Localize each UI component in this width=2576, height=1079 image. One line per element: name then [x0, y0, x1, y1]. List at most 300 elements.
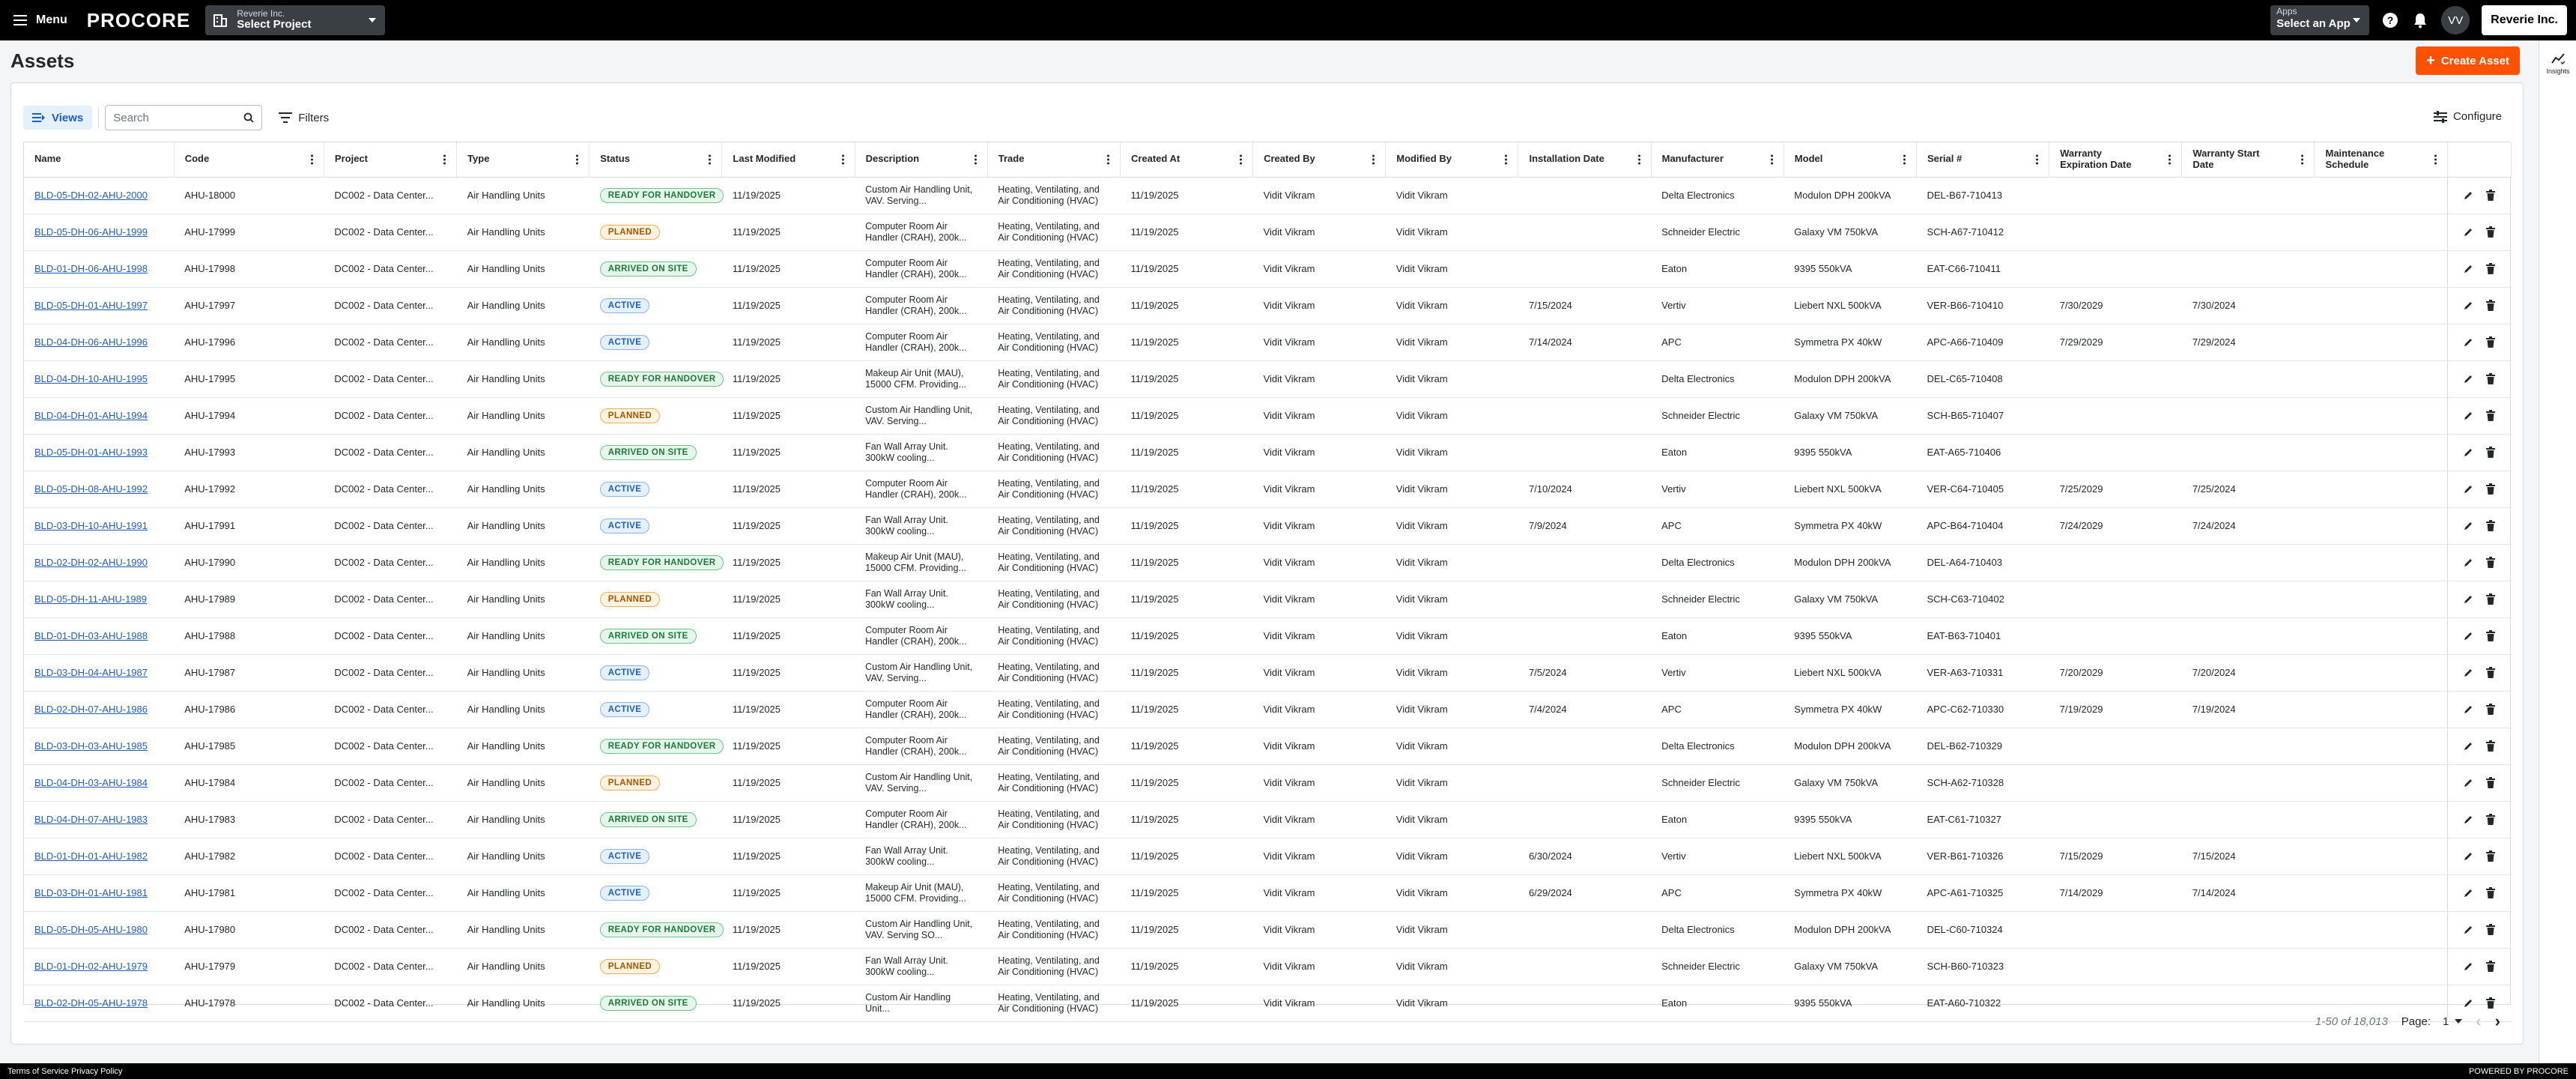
- cell-created-by: Vidit Vikram: [1253, 507, 1386, 544]
- pagination: [2315, 1009, 2500, 1033]
- table-row[interactable]: [24, 397, 2512, 434]
- cell-name: [24, 360, 174, 397]
- cell-code: AHU-17988: [174, 617, 324, 654]
- asset-name-link[interactable]: BLD-05-DH-02-AHU-2000: [34, 190, 148, 201]
- cell-manufacturer: Eaton: [1651, 617, 1783, 654]
- delete-trash-icon[interactable]: [2485, 777, 2496, 788]
- column-menu-icon[interactable]: [2036, 154, 2038, 164]
- cell-manufacturer: Eaton: [1651, 985, 1783, 1021]
- cell-created-by: Vidit Vikram: [1253, 397, 1386, 434]
- cell-name: [24, 654, 174, 691]
- cell-code: AHU-17982: [174, 838, 324, 874]
- edit-pencil-icon[interactable]: [2463, 300, 2473, 311]
- row-actions: [2447, 874, 2511, 911]
- delete-trash-icon[interactable]: [2485, 593, 2496, 605]
- cell-created-at: 11/19/2025: [1120, 654, 1252, 691]
- delete-trash-icon[interactable]: [2485, 373, 2496, 384]
- cell-project: DC002 - Data Center...: [324, 581, 456, 617]
- actions-column-header: [2447, 142, 2511, 177]
- cell-maint: [2315, 911, 2447, 948]
- cell-created-at: 11/19/2025: [1120, 617, 1252, 654]
- edit-pencil-icon[interactable]: [2463, 264, 2473, 274]
- cell-last-modified: 11/19/2025: [722, 948, 855, 985]
- cell-description: [855, 764, 987, 801]
- table-row[interactable]: [24, 434, 2512, 471]
- asset-name-link[interactable]: BLD-05-DH-05-AHU-1980: [34, 924, 148, 935]
- table-row[interactable]: [24, 764, 2512, 801]
- column-header[interactable]: [24, 142, 174, 177]
- create-asset-label: Create Asset: [2440, 54, 2509, 67]
- create-asset-button[interactable]: [2416, 46, 2520, 75]
- column-menu-icon[interactable]: [1505, 154, 1507, 164]
- cell-project: DC002 - Data Center...: [324, 617, 456, 654]
- cell-warranty-start: 7/24/2024: [2182, 507, 2315, 544]
- cell-status: [590, 324, 722, 360]
- cell-model: 9395 550kVA: [1783, 617, 1916, 654]
- column-header[interactable]: [855, 142, 987, 177]
- chevron-down-icon: [2353, 18, 2360, 22]
- cell-name: [24, 801, 174, 838]
- column-header[interactable]: [2182, 142, 2315, 177]
- edit-pencil-icon[interactable]: [2463, 227, 2473, 238]
- table-row[interactable]: [24, 581, 2512, 617]
- assets-card: [10, 82, 2524, 1045]
- table-row[interactable]: [24, 838, 2512, 874]
- asset-name-link[interactable]: BLD-03-DH-03-AHU-1985: [34, 740, 148, 752]
- search-icon: [243, 112, 254, 123]
- asset-name-link[interactable]: BLD-03-DH-10-AHU-1991: [34, 520, 148, 531]
- cell-manufacturer: Schneider Electric: [1651, 581, 1783, 617]
- row-actions: [2447, 250, 2511, 287]
- cell-maint: [2315, 948, 2447, 985]
- table-row[interactable]: [24, 177, 2512, 214]
- column-menu-icon[interactable]: [443, 154, 446, 164]
- asset-name-link[interactable]: BLD-03-DH-01-AHU-1981: [34, 887, 148, 898]
- cell-warranty-exp: [2049, 360, 2182, 397]
- column-header[interactable]: [174, 142, 324, 177]
- edit-pencil-icon[interactable]: [2463, 741, 2473, 752]
- cell-description: [855, 838, 987, 874]
- table-row[interactable]: [24, 471, 2512, 507]
- table-header-row: [24, 142, 2512, 177]
- edit-pencil-icon[interactable]: [2463, 374, 2473, 384]
- edit-pencil-icon[interactable]: [2463, 337, 2473, 348]
- delete-trash-icon[interactable]: [2485, 520, 2496, 531]
- row-actions: [2447, 764, 2511, 801]
- cell-status: [590, 507, 722, 544]
- next-page-button[interactable]: ›: [2494, 1012, 2500, 1030]
- cell-description: [855, 471, 987, 507]
- column-header[interactable]: [1120, 142, 1252, 177]
- row-actions: [2447, 544, 2511, 581]
- column-menu-icon[interactable]: [311, 154, 313, 164]
- cell-description: [855, 360, 987, 397]
- table-row[interactable]: [24, 948, 2512, 985]
- notifications-bell-icon[interactable]: [2411, 11, 2429, 29]
- cell-manufacturer: Eaton: [1651, 250, 1783, 287]
- column-menu-icon[interactable]: [709, 154, 711, 164]
- column-menu-icon[interactable]: [842, 154, 844, 164]
- column-header[interactable]: [1916, 142, 2049, 177]
- column-header[interactable]: [590, 142, 722, 177]
- asset-name-link[interactable]: BLD-05-DH-01-AHU-1993: [34, 447, 148, 458]
- cell-name: [24, 177, 174, 214]
- table-row[interactable]: [24, 691, 2512, 728]
- cell-maint: [2315, 691, 2447, 728]
- asset-name-link[interactable]: BLD-02-DH-07-AHU-1986: [34, 704, 148, 715]
- asset-name-link[interactable]: BLD-03-DH-04-AHU-1987: [34, 667, 148, 678]
- asset-name-link[interactable]: BLD-04-DH-10-AHU-1995: [34, 373, 148, 384]
- cell-created-at: 11/19/2025: [1120, 874, 1252, 911]
- cell-warranty-exp: 7/19/2029: [2049, 691, 2182, 728]
- cell-trade: [987, 838, 1120, 874]
- cell-manufacturer: Vertiv: [1651, 654, 1783, 691]
- table-row[interactable]: [24, 874, 2512, 911]
- edit-pencil-icon[interactable]: [2463, 704, 2473, 715]
- cell-warranty-start: [2182, 801, 2315, 838]
- cell-last-modified: 11/19/2025: [722, 397, 855, 434]
- cell-type: Air Handling Units: [457, 581, 590, 617]
- cell-created-by: Vidit Vikram: [1253, 287, 1386, 324]
- column-header[interactable]: [722, 142, 855, 177]
- delete-trash-icon[interactable]: [2485, 483, 2496, 495]
- row-actions: [2447, 948, 2511, 985]
- column-header[interactable]: [1651, 142, 1783, 177]
- cell-type: Air Handling Units: [457, 838, 590, 874]
- column-header[interactable]: [987, 142, 1120, 177]
- cell-text: Fan Wall Array Unit. 300kW cooling...: [865, 587, 948, 610]
- cell-modified-by: Vidit Vikram: [1386, 838, 1518, 874]
- asset-name-link[interactable]: BLD-01-DH-02-AHU-1979: [34, 961, 148, 972]
- column-menu-icon[interactable]: [1638, 154, 1640, 164]
- cell-modified-by: Vidit Vikram: [1386, 728, 1518, 764]
- delete-trash-icon[interactable]: [2485, 447, 2496, 458]
- cell-warranty-start: [2182, 250, 2315, 287]
- table-row[interactable]: [24, 287, 2512, 324]
- cell-install-date: [1518, 397, 1651, 434]
- asset-name-link[interactable]: BLD-05-DH-01-AHU-1997: [34, 300, 148, 311]
- asset-name-link[interactable]: BLD-01-DH-01-AHU-1982: [34, 850, 148, 862]
- cell-project: DC002 - Data Center...: [324, 214, 456, 250]
- app-picker-sub: Apps: [2276, 6, 2297, 16]
- previous-page-button[interactable]: ‹: [2476, 1012, 2482, 1030]
- edit-pencil-icon[interactable]: [2463, 447, 2473, 458]
- cell-trade: [987, 985, 1120, 1021]
- configure-button[interactable]: [2434, 110, 2502, 123]
- column-menu-icon[interactable]: [2169, 154, 2171, 164]
- procore-logo[interactable]: PROCORE: [86, 8, 191, 31]
- table-row[interactable]: [24, 250, 2512, 287]
- column-header[interactable]: [1386, 142, 1518, 177]
- asset-name-link[interactable]: BLD-02-DH-05-AHU-1978: [34, 997, 148, 1009]
- delete-trash-icon[interactable]: [2485, 226, 2496, 238]
- powered-by-procore: POWERED BY PROCORE: [2468, 1066, 2569, 1076]
- cell-type: Air Handling Units: [457, 250, 590, 287]
- cell-serial: EAT-C66-710411: [1916, 250, 2049, 287]
- cell-text: Heating, Ventilating, and Air Conditioning (HVAC): [998, 918, 1100, 940]
- cell-modified-by: Vidit Vikram: [1386, 764, 1518, 801]
- cell-modified-by: Vidit Vikram: [1386, 287, 1518, 324]
- cell-manufacturer: APC: [1651, 507, 1783, 544]
- column-menu-icon[interactable]: [975, 154, 977, 164]
- cell-warranty-start: [2182, 544, 2315, 581]
- cell-type: Air Handling Units: [457, 471, 590, 507]
- delete-trash-icon[interactable]: [2485, 997, 2496, 1009]
- cell-modified-by: Vidit Vikram: [1386, 250, 1518, 287]
- cell-text: Computer Room Air Handler (CRAH), 200k...: [865, 294, 967, 316]
- delete-trash-icon[interactable]: [2485, 704, 2496, 715]
- cell-name: [24, 544, 174, 581]
- cell-modified-by: Vidit Vikram: [1386, 948, 1518, 985]
- page-selector[interactable]: [2401, 1015, 2463, 1028]
- company-switcher-button[interactable]: Reverie Inc.: [2482, 5, 2567, 35]
- cell-status: [590, 728, 722, 764]
- cell-manufacturer: Delta Electronics: [1651, 728, 1783, 764]
- footer-links[interactable]: Terms of Service Privacy Policy: [7, 1066, 123, 1076]
- cell-project: DC002 - Data Center...: [324, 471, 456, 507]
- column-header[interactable]: [324, 142, 456, 177]
- cell-serial: DEL-B67-710413: [1916, 177, 2049, 214]
- menu-button[interactable]: [13, 13, 67, 27]
- cell-maint: [2315, 324, 2447, 360]
- cell-text: Heating, Ventilating, and Air Conditioning (HVAC): [998, 661, 1100, 683]
- delete-trash-icon[interactable]: [2485, 410, 2496, 421]
- edit-pencil-icon[interactable]: [2463, 851, 2473, 862]
- cell-last-modified: 11/19/2025: [722, 250, 855, 287]
- cell-modified-by: Vidit Vikram: [1386, 434, 1518, 471]
- cell-maint: [2315, 507, 2447, 544]
- status-badge: ARRIVED ON SITE: [600, 262, 697, 276]
- cell-text: Heating, Ventilating, and Air Conditioning (HVAC): [998, 330, 1100, 353]
- delete-trash-icon[interactable]: [2485, 850, 2496, 862]
- table-row[interactable]: [24, 654, 2512, 691]
- edit-pencil-icon[interactable]: [2463, 778, 2473, 788]
- edit-pencil-icon[interactable]: [2463, 668, 2473, 678]
- cell-name: [24, 324, 174, 360]
- edit-pencil-icon[interactable]: [2463, 961, 2473, 972]
- delete-trash-icon[interactable]: [2485, 667, 2496, 678]
- cell-serial: EAT-C61-710327: [1916, 801, 2049, 838]
- row-actions: [2447, 287, 2511, 324]
- delete-trash-icon[interactable]: [2485, 814, 2496, 825]
- table-row[interactable]: [24, 507, 2512, 544]
- cell-last-modified: 11/19/2025: [722, 581, 855, 617]
- delete-trash-icon[interactable]: [2485, 190, 2496, 201]
- column-header[interactable]: [1783, 142, 1916, 177]
- insights-side-panel: [2539, 40, 2576, 1063]
- cell-text: Makeup Air Unit (MAU), 15000 CFM. Providing...: [865, 881, 966, 904]
- cell-modified-by: Vidit Vikram: [1386, 324, 1518, 360]
- cell-description: [855, 214, 987, 250]
- asset-name-link[interactable]: BLD-04-DH-03-AHU-1984: [34, 777, 148, 788]
- cell-created-by: Vidit Vikram: [1253, 654, 1386, 691]
- table-row[interactable]: [24, 214, 2512, 250]
- asset-name-link[interactable]: BLD-04-DH-06-AHU-1996: [34, 336, 148, 348]
- table-row[interactable]: [24, 911, 2512, 948]
- cell-description: [855, 728, 987, 764]
- delete-trash-icon[interactable]: [2485, 961, 2496, 972]
- column-header[interactable]: [457, 142, 590, 177]
- cell-model: 9395 550kVA: [1783, 250, 1916, 287]
- cell-text: Computer Room Air Handler (CRAH), 200k...: [865, 698, 967, 720]
- cell-warranty-start: [2182, 728, 2315, 764]
- cell-model: 9395 550kVA: [1783, 801, 1916, 838]
- table-row[interactable]: [24, 728, 2512, 764]
- views-label: Views: [52, 111, 84, 124]
- status-badge: ARRIVED ON SITE: [600, 812, 697, 827]
- cell-serial: EAT-B63-710401: [1916, 617, 2049, 654]
- asset-name-link[interactable]: BLD-01-DH-06-AHU-1998: [34, 263, 148, 274]
- table-body: [24, 177, 2512, 1021]
- cell-model: 9395 550kVA: [1783, 985, 1916, 1021]
- cell-name: [24, 838, 174, 874]
- column-menu-icon[interactable]: [576, 154, 578, 164]
- column-header-label: Type: [467, 153, 490, 165]
- cell-install-date: [1518, 728, 1651, 764]
- cell-install-date: [1518, 177, 1651, 214]
- top-navigation-bar: [0, 0, 2576, 40]
- cell-serial: VER-A63-710331: [1916, 654, 2049, 691]
- cell-created-at: 11/19/2025: [1120, 764, 1252, 801]
- status-badge: READY FOR HANDOVER: [600, 922, 724, 937]
- cell-warranty-exp: 7/30/2029: [2049, 287, 2182, 324]
- cell-created-by: Vidit Vikram: [1253, 214, 1386, 250]
- cell-type: Air Handling Units: [457, 214, 590, 250]
- cell-text: Heating, Ventilating, and Air Conditioning (HVAC): [998, 477, 1100, 500]
- cell-code: AHU-17999: [174, 214, 324, 250]
- cell-last-modified: 11/19/2025: [722, 691, 855, 728]
- column-menu-icon[interactable]: [2434, 154, 2437, 164]
- cell-created-by: Vidit Vikram: [1253, 911, 1386, 948]
- delete-trash-icon[interactable]: [2485, 740, 2496, 752]
- column-header[interactable]: [2049, 142, 2182, 177]
- cell-project: DC002 - Data Center...: [324, 764, 456, 801]
- table-row[interactable]: [24, 544, 2512, 581]
- cell-warranty-exp: [2049, 397, 2182, 434]
- cell-description: [855, 617, 987, 654]
- edit-pencil-icon[interactable]: [2463, 998, 2473, 1009]
- edit-pencil-icon[interactable]: [2463, 484, 2473, 495]
- filters-button[interactable]: [279, 112, 329, 124]
- cell-last-modified: 11/19/2025: [722, 617, 855, 654]
- cell-text: Heating, Ventilating, and Air Conditioning (HVAC): [998, 844, 1100, 867]
- column-menu-icon[interactable]: [1107, 154, 1109, 164]
- cell-warranty-start: 7/14/2024: [2182, 874, 2315, 911]
- edit-pencil-icon[interactable]: [2463, 594, 2473, 605]
- cell-name: [24, 287, 174, 324]
- cell-warranty-start: 7/25/2024: [2182, 471, 2315, 507]
- edit-pencil-icon[interactable]: [2463, 190, 2473, 201]
- table-row[interactable]: [24, 985, 2512, 1021]
- cell-project: DC002 - Data Center...: [324, 838, 456, 874]
- asset-name-link[interactable]: BLD-05-DH-08-AHU-1992: [34, 483, 148, 495]
- cell-created-at: 11/19/2025: [1120, 177, 1252, 214]
- cell-created-at: 11/19/2025: [1120, 250, 1252, 287]
- cell-serial: APC-A66-710409: [1916, 324, 2049, 360]
- cell-created-at: 11/19/2025: [1120, 728, 1252, 764]
- delete-trash-icon[interactable]: [2485, 630, 2496, 641]
- row-actions: [2447, 507, 2511, 544]
- cell-model: Galaxy VM 750kVA: [1783, 214, 1916, 250]
- edit-pencil-icon[interactable]: [2463, 814, 2473, 825]
- edit-pencil-icon[interactable]: [2463, 631, 2473, 641]
- help-icon[interactable]: [2381, 11, 2399, 29]
- column-menu-icon[interactable]: [1903, 154, 1906, 164]
- column-menu-icon[interactable]: [1240, 154, 1242, 164]
- asset-name-link[interactable]: BLD-05-DH-11-AHU-1989: [34, 593, 148, 605]
- cell-code: AHU-17981: [174, 874, 324, 911]
- row-actions: [2447, 801, 2511, 838]
- cell-modified-by: Vidit Vikram: [1386, 507, 1518, 544]
- table-row[interactable]: [24, 360, 2512, 397]
- delete-trash-icon[interactable]: [2485, 300, 2496, 311]
- delete-trash-icon[interactable]: [2485, 263, 2496, 274]
- cell-warranty-exp: 7/15/2029: [2049, 838, 2182, 874]
- menu-label: Menu: [36, 13, 67, 26]
- user-avatar[interactable]: VV: [2441, 6, 2470, 34]
- column-header[interactable]: [1518, 142, 1651, 177]
- asset-name-link[interactable]: BLD-05-DH-06-AHU-1999: [34, 226, 148, 238]
- search-input[interactable]: [105, 105, 262, 130]
- row-actions: [2447, 397, 2511, 434]
- cell-model: Galaxy VM 750kVA: [1783, 948, 1916, 985]
- table-row[interactable]: [24, 801, 2512, 838]
- row-actions: [2447, 838, 2511, 874]
- chevron-down-icon: [2455, 1019, 2462, 1024]
- column-header[interactable]: [1253, 142, 1386, 177]
- asset-name-link[interactable]: BLD-04-DH-07-AHU-1983: [34, 814, 148, 825]
- asset-name-link[interactable]: BLD-04-DH-01-AHU-1994: [34, 410, 148, 421]
- cell-type: Air Handling Units: [457, 434, 590, 471]
- asset-name-link[interactable]: BLD-02-DH-02-AHU-1990: [34, 557, 148, 568]
- cell-last-modified: 11/19/2025: [722, 214, 855, 250]
- cell-modified-by: Vidit Vikram: [1386, 471, 1518, 507]
- cell-maint: [2315, 214, 2447, 250]
- asset-name-link[interactable]: BLD-01-DH-03-AHU-1988: [34, 630, 148, 641]
- page-label: Page:: [2401, 1015, 2431, 1028]
- delete-trash-icon[interactable]: [2485, 336, 2496, 348]
- table-row[interactable]: [24, 324, 2512, 360]
- app-picker[interactable]: [2270, 5, 2369, 35]
- column-header[interactable]: [2315, 142, 2447, 177]
- column-menu-icon[interactable]: [2301, 154, 2303, 164]
- cell-manufacturer: Schneider Electric: [1651, 948, 1783, 985]
- edit-pencil-icon[interactable]: [2463, 888, 2473, 898]
- delete-trash-icon[interactable]: [2485, 887, 2496, 898]
- cell-maint: [2315, 177, 2447, 214]
- edit-pencil-icon[interactable]: [2463, 411, 2473, 421]
- views-button[interactable]: [23, 106, 92, 130]
- assets-table-container[interactable]: [23, 142, 2511, 1014]
- insights-button[interactable]: [2545, 51, 2571, 75]
- edit-pencil-icon[interactable]: [2463, 925, 2473, 935]
- cell-text: Heating, Ventilating, and Air Conditioning (HVAC): [998, 551, 1100, 573]
- edit-pencil-icon[interactable]: [2463, 557, 2473, 568]
- cell-modified-by: Vidit Vikram: [1386, 985, 1518, 1021]
- delete-trash-icon[interactable]: [2485, 924, 2496, 935]
- cell-text: Computer Room Air Handler (CRAH), 200k...: [865, 624, 967, 647]
- column-menu-icon[interactable]: [1771, 154, 1773, 164]
- table-row[interactable]: [24, 617, 2512, 654]
- cell-maint: [2315, 801, 2447, 838]
- edit-pencil-icon[interactable]: [2463, 521, 2473, 531]
- delete-trash-icon[interactable]: [2485, 557, 2496, 568]
- project-picker[interactable]: [205, 5, 385, 35]
- cell-maint: [2315, 544, 2447, 581]
- cell-name: [24, 985, 174, 1021]
- column-menu-icon[interactable]: [1372, 154, 1375, 164]
- cell-text: Heating, Ventilating, and Air Conditioning (HVAC): [998, 881, 1100, 904]
